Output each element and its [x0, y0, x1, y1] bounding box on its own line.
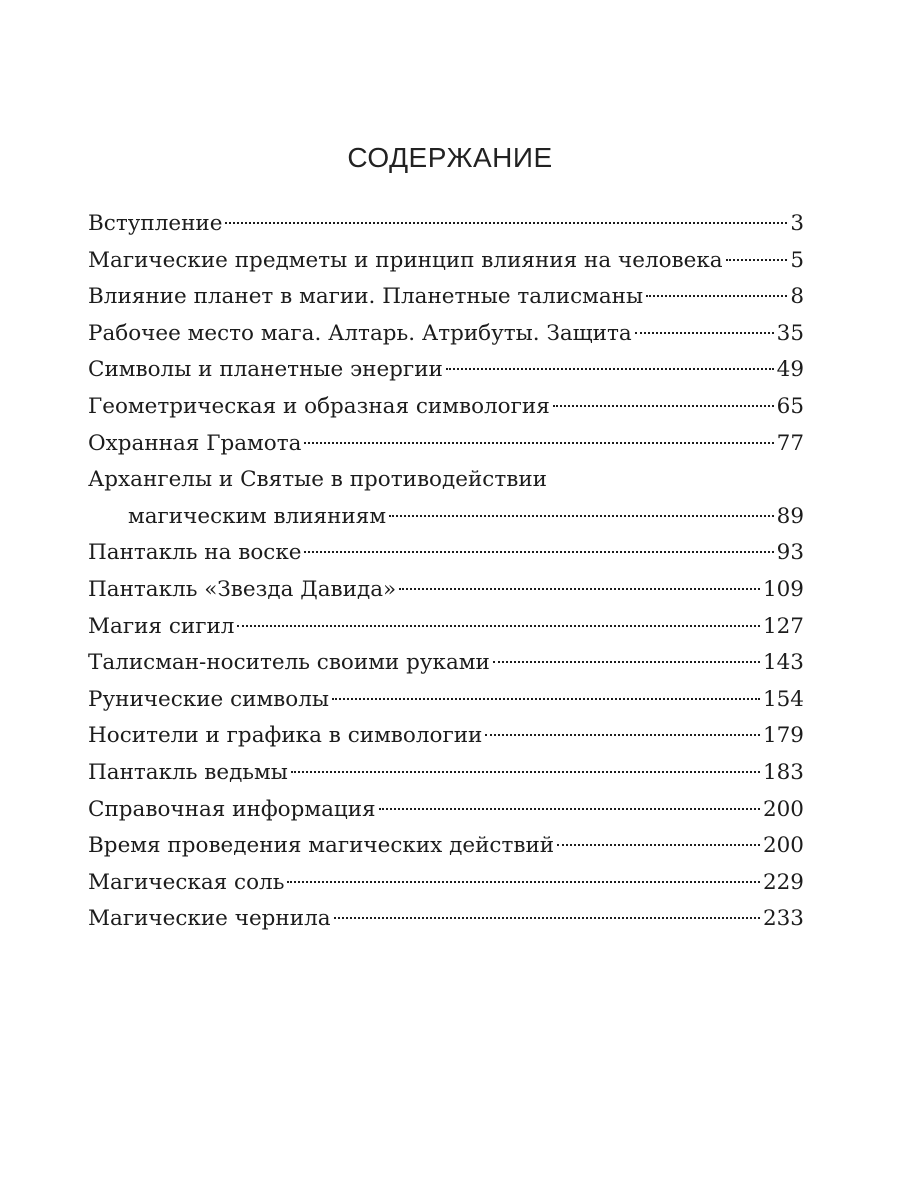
toc-entry: [88, 609, 804, 646]
dot-leader: [557, 844, 760, 846]
toc-entry-page: 179: [762, 723, 804, 749]
toc-entry: [88, 828, 804, 865]
dot-leader: [635, 332, 774, 334]
toc-entry-page: 35: [776, 320, 804, 346]
toc-entry: [88, 279, 804, 316]
dot-leader: [291, 771, 760, 773]
toc-entry: [88, 682, 804, 719]
dot-leader: [553, 405, 774, 407]
toc-entry: [88, 572, 804, 609]
toc-entry: [88, 535, 804, 572]
toc-entry-title: Охранная Грамота: [88, 430, 302, 456]
toc-entry-title: Магия сигил: [88, 613, 235, 639]
toc-entry: [88, 243, 804, 280]
dot-leader: [646, 295, 787, 297]
dot-leader: [446, 368, 774, 370]
toc-entry-page: 200: [762, 796, 804, 822]
toc-entry-title: Носители и графика в символогии: [88, 723, 483, 749]
dot-leader: [399, 588, 760, 590]
table-of-contents: [88, 206, 804, 938]
dot-leader: [225, 222, 787, 224]
toc-entry-page: 3: [790, 211, 804, 236]
toc-entry: [88, 206, 804, 243]
toc-entry: [88, 901, 804, 938]
dot-leader: [379, 808, 760, 810]
toc-entry-page: 77: [776, 430, 804, 456]
toc-entry: [88, 755, 804, 792]
toc-entry-title: Справочная информация: [88, 796, 376, 822]
dot-leader: [726, 259, 788, 261]
toc-entry: [88, 792, 804, 829]
dot-leader: [334, 917, 760, 919]
toc-entry-title: Рабочее место мага. Алтарь. Атрибуты. Защита: [88, 320, 632, 346]
toc-entry-page: 5: [790, 247, 804, 273]
toc-entry-page: 127: [762, 613, 804, 639]
toc-entry-page: 183: [762, 759, 804, 785]
dot-leader: [287, 881, 760, 883]
toc-entry-page: 229: [762, 869, 804, 895]
toc-entry: [88, 718, 804, 755]
toc-entry: [88, 316, 804, 353]
toc-entry-title: Магические чернила: [88, 906, 331, 932]
toc-entry-title: Символы и планетные энергии: [88, 357, 443, 383]
toc-entry-title: Время проведения магических действий: [88, 833, 555, 859]
toc-entry-title: Магические предметы и принцип влияния на человека: [88, 247, 723, 273]
toc-entry-title: Пантакль «Звезда Давида»: [88, 576, 397, 602]
toc-entry: [88, 426, 804, 463]
toc-entry-page: 154: [762, 686, 804, 712]
dot-leader: [304, 442, 773, 444]
toc-entry-page: 200: [762, 833, 804, 859]
toc-entry-page: 49: [776, 357, 804, 383]
dot-leader: [304, 551, 773, 553]
toc-entry-page: 233: [762, 906, 804, 932]
toc-entry-title: Влияние планет в магии. Планетные талисманы: [88, 284, 644, 310]
toc-entry-title-continuation: магическим влияниям: [128, 503, 387, 529]
toc-entry: [88, 389, 804, 426]
toc-entry-title: Магическая соль: [88, 869, 285, 895]
toc-entry-title: Талисман-носитель своими руками: [88, 650, 490, 676]
toc-entry-page: 109: [762, 576, 804, 602]
toc-heading: СОДЕРЖАНИЕ: [347, 142, 553, 173]
toc-entry: [88, 352, 804, 389]
toc-entry-first-line: [88, 462, 804, 499]
toc-entry: [88, 865, 804, 902]
dot-leader: [332, 698, 760, 700]
toc-entry-page: 65: [776, 393, 804, 419]
dot-leader: [237, 625, 760, 627]
toc-entry-page: 93: [776, 540, 804, 566]
toc-entry-page: 8: [790, 284, 804, 310]
dot-leader: [493, 661, 760, 663]
toc-entry-title: Геометрическая и образная симвология: [88, 393, 550, 419]
toc-entry-title: Рунические символы: [88, 686, 329, 712]
toc-entry: [88, 645, 804, 682]
dot-leader: [485, 734, 760, 736]
toc-entry-title: Пантакль ведьмы: [88, 759, 288, 785]
toc-entry-title: Вступление: [88, 211, 223, 236]
toc-entry-title: Архангелы и Святые в противодействии: [88, 467, 547, 493]
dot-leader: [389, 515, 774, 517]
toc-entry-title: Пантакль на воске: [88, 540, 302, 566]
toc-entry-continuation: [88, 499, 804, 536]
toc-entry-page: 143: [762, 650, 804, 676]
toc-entry-page: 89: [776, 503, 804, 529]
